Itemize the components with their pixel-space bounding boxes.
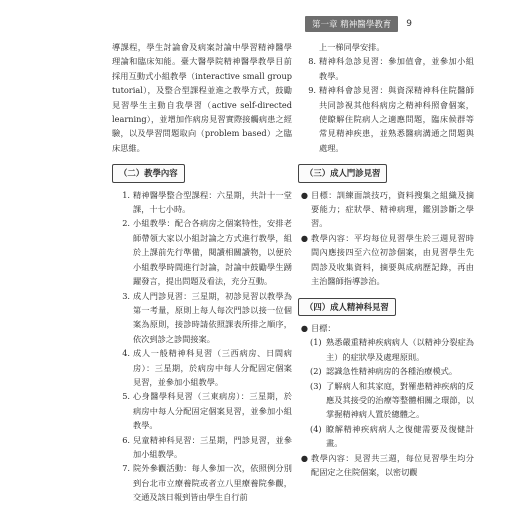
list-item: (1) 熟悉嚴重精神疾病病人（以精神分裂症為主）的症狀學及處理原則。 bbox=[310, 337, 474, 362]
section-heading-teaching-content: （二）教學內容 bbox=[112, 164, 185, 182]
bullet-icon: ● bbox=[300, 189, 309, 200]
section-heading-outpatient: （三）成人門診見習 bbox=[298, 164, 387, 182]
list-item: 4. 成人一般精神科見習（三西病房、日間病房）：三星期，於病房中每人分配固定個案見習，並參加小組教學。 bbox=[122, 348, 292, 387]
bullet-icon: ● bbox=[300, 452, 309, 463]
outpatient-list bbox=[298, 188, 474, 289]
list-item: 3. 成人門診見習：三星期，初診見習以教學為第一考量，原則上每人每次門診以接一位個案為原則，接診時請依照課表所排之順序，依次到診之診間接案。 bbox=[122, 290, 292, 344]
list-item: 上一梯同學安排。 bbox=[319, 42, 385, 52]
page-number: 9 bbox=[406, 19, 412, 29]
list-item: ● 教學內容：平均每位見習學生於三週見習時間內應接四至六位初診個案，由見習學生先問診及收集資料，摘要與成病歷記錄，再由主治醫師指導診治。 bbox=[298, 231, 474, 289]
list-item: 6. 兒童精神科見習：三星期，門診見習，並參加小組教學。 bbox=[122, 434, 292, 459]
page-header bbox=[305, 16, 412, 32]
teaching-content-list bbox=[112, 188, 292, 505]
right-column bbox=[298, 40, 474, 479]
list-item: 1. 精神醫學整合型課程：六星期，共計十一堂課，十七小時。 bbox=[122, 189, 292, 215]
list-item: (2) 認識急性精神病房的各種治療模式。 bbox=[310, 366, 458, 377]
list-item: 2. 小組教學：配合各病房之個案特性，安排老師帶領大家以小組討論之方式進行教學，組於上課前先行準備，閱讀相關讀物，以便於小組教學時間進行討論，討論中鼓勵學生踴躍發言，提出問題及看法，充分互動。 bbox=[122, 218, 292, 287]
list-item: 9. 精神科會診見習：與資深精神科住院醫師共同診視其他科病房之精神科照會個案，使瞭解住院病人之適應問題，臨床候群等常見精神疾患，並熟悉醫病溝通之問題與處理。 bbox=[308, 85, 474, 153]
bullet-icon: ● bbox=[300, 232, 309, 243]
list-item: ● 目標：訓練面談技巧，資料搜集之組織及摘要能力；症狀學、精神病理，鑑別診斷之學習。 bbox=[298, 188, 474, 231]
list-item: (4) 瞭解精神疾病病人之復健需要及復健計畫。 bbox=[310, 423, 474, 449]
objectives-sublist bbox=[310, 335, 474, 450]
bullet-icon: ● bbox=[300, 322, 309, 333]
list-item: ● 目標： bbox=[298, 321, 474, 335]
list-item: 5. 心身醫學科見習（三東病房）：三星期，於病房中每人分配固定個案見習，並參加小組教學。 bbox=[122, 391, 292, 431]
chapter-title: 第一章 精神醫學教育 bbox=[305, 16, 398, 32]
continued-list bbox=[298, 40, 474, 155]
teaching-content-end-list bbox=[298, 451, 474, 480]
intro-paragraph: 導課程，學生討論會及病案討論中學習精神醫學理論和臨床知能。臺大醫學院精神醫學教學目前採用互動式小組教學（interactive small group tutorial），及整合型課程並進之教學方式，鼓勵見習學生主動自我學習（active self-directed learning），並增加作病房見習實際接觸病患之經驗，以及學習問題取向（problem based）之臨床思維。 bbox=[112, 42, 292, 153]
list-item: (3) 了解病人和其家庭，對罹患精神疾病的反應及其接受的治療等整體相關之環節，以掌握精神病人置於總體之。 bbox=[310, 380, 474, 420]
list-item: 7. 院外參觀活動：每人參加一次，依照例分別到台北市立療養院或者立八里療養院參觀，交通及該日報到皆由學生自行前 bbox=[122, 463, 292, 503]
left-column bbox=[112, 40, 292, 505]
list-item: ● 教學內容：見習共三週，每位見習學生均分配固定之住院個案，以密切觀 bbox=[298, 451, 474, 480]
adult-psychiatry-list bbox=[298, 321, 474, 335]
section-heading-adult-psychiatry: （四）成人精神科見習 bbox=[298, 298, 396, 316]
list-item: 8. 精神科急診見習：參加值會，並參加小組教學。 bbox=[308, 56, 474, 81]
